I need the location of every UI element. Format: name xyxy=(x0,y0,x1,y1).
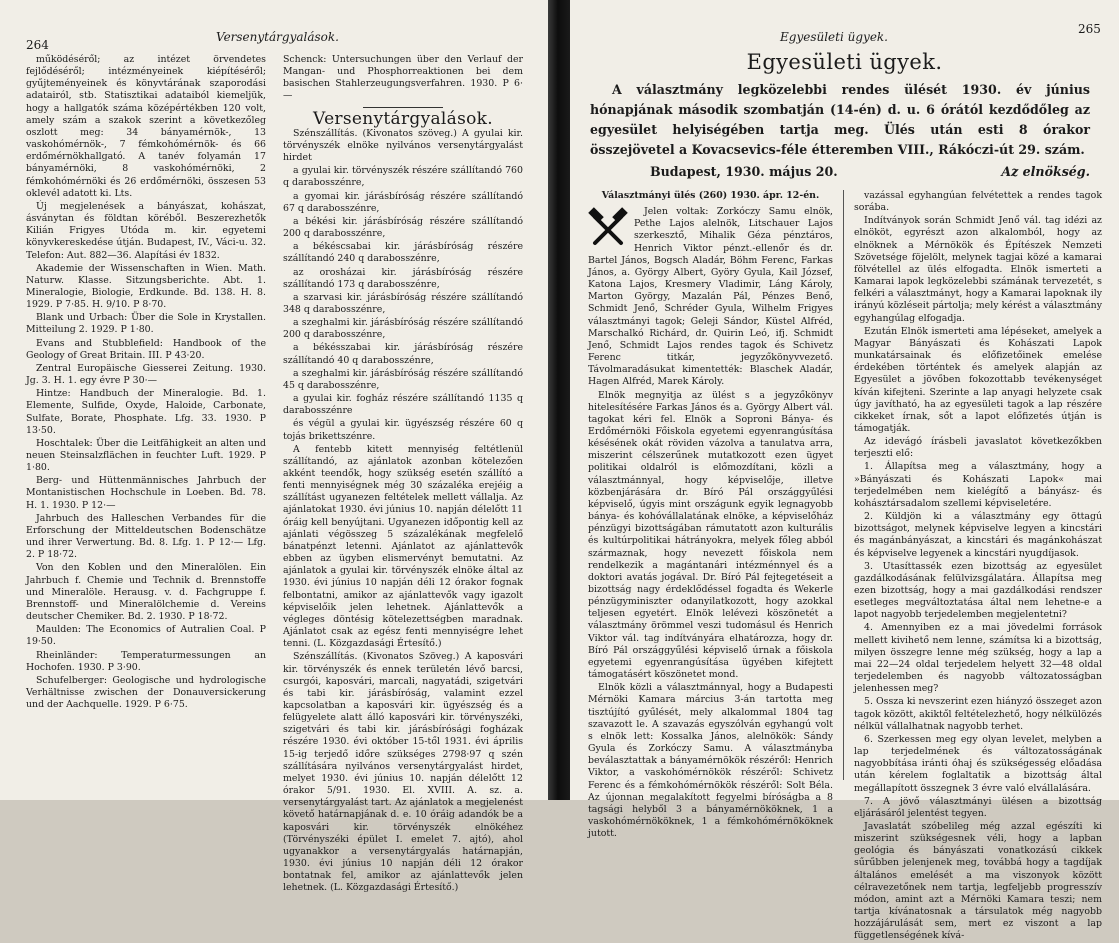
minutes-paragraph: Ezután Elnök ismerteti ama lépéseket, amelyek a Magyar Bányászati és Kohászati Lapok munkatársainak és előfizetőinek emelése érdekében történtek és amelyek alapján az Egyesület a jövőben fokozottabb tevékenységet kíván kifejteni. Szerinte a lap anyagi helyzete csak úgy javítható, ha az egyesületi tagok a lap részére cikkeket írnak, sőt a lapot előfizetés útján is támogatják. xyxy=(854,325,1102,434)
minutes-paragraph: Az idevágó írásbeli javaslatot következőkben terjeszti elő: xyxy=(854,436,1102,460)
minutes-paragraph: vazással egyhangúan felvétettek a rendes tagok sorába. xyxy=(854,190,1102,214)
minutes-paragraph: 7. A jövő választmányi ülésen a bizottság eljárásáról jelentést tegyen. xyxy=(854,795,1102,819)
running-head-left: Versenytárgyalások. xyxy=(216,30,339,44)
running-head-right: Egyesületi ügyek. xyxy=(780,30,888,44)
tender-paragraph: az orosházai kir. járásbíróság részére szállítandó 173 q darabosszénre, xyxy=(283,266,523,290)
minutes-paragraph: Javaslatát szóbelileg még azzal egészíti ki miszerint szükségesnek véli, hogy a lapban geológia és bányászati vonatkozású cikkek sűrűbben jelenjenek meg, továbbá hogy a tagdíjak általános emelését a ma viszonyok között célravezetőnek nem tartja, legfeljebb progresszív módon, amint azt a Mérnöki Kamara teszi; nem tartja kívánatosnak a társulatok még nagyobb hozzájárulását sem, mert ez viszont a lap függetlenségének kívá- xyxy=(854,820,1102,942)
minutes-paragraph: 6. Szerkessen meg egy olyan levelet, melyben a lap terjedelmének és változatosságának nagyobbítása iránti óhaj és szükségesség előadása után kérelem foglaltatik a bizottság által megállapított összegnek 3 évre való elvállalására. xyxy=(854,733,1102,794)
book-list-paragraph: Schufelberger: Geologische und hydrologische Verhältnisse zwischen der Donauversickerung und der Aachquelle. 1929. P 6·75. xyxy=(26,674,266,711)
book-list-paragraph: Rheinländer: Temperaturmessungen an Hochofen. 1930. P 3·90. xyxy=(26,649,266,673)
book-list-paragraph: Maulden: The Economics of Autralien Coal. P 19·50. xyxy=(26,624,266,648)
section-title-versenytargyalasok: Versenytárgyalások. xyxy=(313,108,493,129)
minutes-paragraph: Indítványok során Schmidt Jenő vál. tag idézi az elnököt, egyrészt azon alkalomból, hogy az elnöknek a Mérnökök és Építészek Nemzeti Szövetsége föjelölt, melynek tagjai közé a kamarai fölvétellel az ülés elfogadta. Elnök ismerteti a Kamarai lapok legközelebbi számának tervezetét, s felkéri a választmányt, hogy a Kamarai lapoknak ily irányú közléseit pártolja; mely kérést a választmány egyhangúlag elfogadja. xyxy=(854,215,1102,324)
right-column-2 xyxy=(854,190,1102,942)
tender-paragraph: a békési kir. járásbíróság részére szállítandó 200 q darabosszénre, xyxy=(283,215,523,240)
tender-paragraph: a gyulai kir. törvényszék részére szállítandó 760 q darabosszénre, xyxy=(283,165,523,189)
right-column-1 xyxy=(588,190,833,840)
book-list-paragraph: Von den Koblen und den Mineralölen. Ein Jahrbuch f. Chemie und Technik d. Brennstoffe und Mineralöle. Herausg. v. d. Fachgruppe f. Brennstoff- und Mineralölchemie d. Vereins deutscher Chemiker. Bd. 2. 1930. P 18·72. xyxy=(26,562,266,623)
page-number-left: 264 xyxy=(26,38,49,52)
minutes-text xyxy=(588,206,833,840)
tender-paragraph: a szeghalmi kir. járásbíróság részére szállítandó 45 q darabosszénre, xyxy=(283,367,523,391)
book-gutter xyxy=(548,0,570,800)
meeting-notice xyxy=(590,80,1090,182)
column-rule xyxy=(843,190,844,780)
minutes-paragraph: Elnök közli a választmánnyal, hogy a Budapesti Mérnöki Kamara március 3-án tartotta meg tisztújító gyűlését, mely alkalommal 1804 tag szavazott le. A szavazás egyszólván egyhangú volt s elnök lett: Kossalka János, alelnökök: Sándy Gyula és Zorkóczy Samu. A választmányba beválasztattak a bányamérnökök részéről: Henrich Viktor, a vaskohómérnökök részéről: Schivetz Ferenc és a fémkohómérnökök részéről: Solt Béla. Az újonnan megalakított fegyelmi bíróságba a 8 tagsági helyből 3 a bányamérnököknek, 1 a vaskohómérnököknek, 1 a fémkohómérnököknek jutott. xyxy=(588,682,833,840)
tender-paragraph: Szénszállítás. (Kivonatos szöveg.) A gyulai kir. törvényszék elnöke nyilvános versenytárgyalást hirdet xyxy=(283,127,523,164)
book-list-paragraph: Hintze: Handbuch der Mineralogie. Bd. 1. Elemente, Sulfide, Oxyde, Haloide, Carbonate, Sulfate, Borate, Phosphate. Lfg. 33. 1930. P 13·50. xyxy=(26,388,266,436)
tender-paragraph: és végül a gyulai kir. ügyészség részére 60 q tojás brikettszénre. xyxy=(283,418,523,442)
tender-paragraph: a gyomai kir. járásbíróság részére szállítandó 67 q darabosszénre, xyxy=(283,190,523,214)
notice-text: A választmány legközelebbi rendes ülését 1930. év június hónapjának második szombatján (14-én) d. u. 6 órától kezdődőleg az egyesület helyiségében tartja meg. Ülés után esti 8 órakor összejövetel a Kovacsevics-féle étteremben VIII., Rákóczi-út 29. szám. xyxy=(590,82,1090,157)
notice-signature-line xyxy=(590,162,1090,182)
divider xyxy=(363,107,443,108)
tender-paragraph: a szeghalmi kir. járásbíróság részére szállítandó 200 q darabosszénre, xyxy=(283,317,523,341)
right-page xyxy=(570,0,1119,942)
minutes-paragraph: 1. Állapítsa meg a választmány, hogy a »Bányászati és Kohászati Lapok« mai terjedelmében nem kielégítő a bányász- és kohásztársadalom szellemi képviseletére. xyxy=(854,461,1102,509)
tender-paragraph: a szarvasi kir. járásbíróság részére szállítandó 348 q darabosszénre, xyxy=(283,291,523,315)
book-list-paragraph: Berg- und Hüttenmännisches Jahrbuch der Montanistischen Hochschule in Loeben. Bd. 78. H. 1. 1930. P 12·— xyxy=(26,475,266,511)
minutes-paragraph: 2. Küldjön ki a választmány egy öttagú bizottságot, melynek képviselve legyen a kincstári és magánbányászat, a kincstári és magánkohászat és képviselve legyenek a kincstári nyugdíjasok. xyxy=(854,511,1102,559)
page-number-right: 265 xyxy=(1078,22,1101,36)
book-list-paragraph: Új megjelenések a bányászat, kohászat, ásványtan és földtan köréből. Beszerezhetők Kilián Frigyes Utóda m. kir. egyetemi könyvkereskedése útján. Budapest, IV., Váci-u. 32. Telefon: Aut. 882—36. Alapítási év 1832. xyxy=(26,200,266,261)
minutes-paragraph: Jelen voltak: Zorkóczy Samu elnök, Pethe Lajos alelnök, Litschauer Lajos szerkesztő, Mihalik Géza pénztáros, Henrich Viktor pénzt.-ellenőr és dr. Bartel János, Bogsch Aladár, Böhm Ferenc, Farkas János, a. György Albert, Györy Gyula, Kail József, Katona Lajos, Kresmery Vladimir, Láng Károly, Marton György, Mazalán Pál, Pénzes Benő, Schmidt Jenő, Schréder Gyula, Wilhelm Frigyes választmányi tagok; Geleji Sándor, Küstel Alfréd, Marschalkó Richárd, dr. Quirin Leó, ifj. Schmidt Jenő, Schmidt Lajos rendes tagok és Schivetz Ferenc titkár, jegyzőkönyvvezető. Távolmaradásukat kimentették: Blaschek Aladár, Hagen Alfréd, Marek Károly. xyxy=(588,206,833,388)
left-column-2 xyxy=(283,54,523,894)
book-list-paragraph: Blank und Urbach: Über die Sole in Krystallen. Mitteilung 2. 1929. P 1·80. xyxy=(26,312,266,336)
page-title: Egyesületi ügyek. xyxy=(746,50,943,74)
book-list-paragraph: működéséről; az intézet örvendetes fejlődéséről; intézményeinek kiépítéséről; gyűjteményeinek és könyvtárának szaporodási adatairól, stb. Statisztikai adataiból kiemeljük, hogy a hallgatók száma középértékben 120 volt, amely szám a szakok szerint a következőleg oszlott meg: 34 bányamérnök-, 13 vaskohómérnök-, 7 fémkohómérnök- és 66 erdőmérnökhallgató. A tanév folyamán 17 bányamérnöki, 8 vaskohómérnöki, 2 fémkohómérnöki és 26 erdőmérnöki, összesen 53 oklevél adatott ki. Lts. xyxy=(26,54,266,199)
hammer-and-pick-icon xyxy=(588,208,628,248)
tender-paragraph: Szénszállítás. (Kivonatos Szöveg.) A kaposvári kir. törvényszék és ennek területén lévő barcsi, csurgói, kaposvári, marcali, nagyatádi, szigetvári és tabi kir. járásbíróság, valamint ezzel kapcsolatban a kaposvári kir. ügyészség és a felügyelete alatt álló kaposvári kir. törvényszéki, szigetvári és tabi kir. járásbírósági fogházak részére 1930. évi október 15-től 1931. évi április 15-ig terjedő időre szükséges 2798·97 q szén szállítására nyilvános versenytárgyalást hirdet, melyet 1930. évi június 10. napján délelőtt 12 órakor 5/91. 1930. El. XVIII. A. sz. a. versenytárgyalást tart. Az ajánlatok a megjelenést követő határnapjának d. e. 10 óráig adandók be a kaposvári kir. törvényszék elnökéhez (Törvényszéki épület I. emelet 7. ajtó), ahol ugyanakkor a versenytárgyalás határnapján, 1930. évi június 10 napján déli 12 órakor bontatnak fel, amikor az ajánlattevők jelen lehetnek. (L. Közgazdasági Értesítő.) xyxy=(283,651,523,894)
tender-paragraph: A fentebb kitett mennyiség feltétlenül szállítandó, az ajánlatok azonban kötelezően akként teendők, hogy szükség esetén szállító a fenti mennyiségnek még 30 százaléka erejéig a szállítást ugyanezen feltételek mellett vállalja. Az ajánlatokat 1930. évi június 10. napján délelőtt 11 óráig kell benyújtani. Ugyanezen időpontig kell az ajánlati végösszeg 5 százalékának megfelelő bánatpénzt letenni. Ajánlatot az ajánlattevők ebben az ügyben elismervényt bemutatni. Az ajánlatok a gyulai kir. törvényszék elnöke által az 1930. évi június 10 napján déli 12 órakor fognak felbontatni, amikor az ajánlattevők vagy igazolt képviselőik jelen lehetnek. Ajánlattevők a végleges döntésig kötelezettségben maradnak. Ajánlatot csak az egész fenti mennyiségre lehet tenni. (L. Közgazdasági Értesítő.) xyxy=(283,443,523,650)
minutes-paragraph: Elnök megnyitja az ülést s a jegyzőkönyv hitelesítésére Farkas János és a. György Albert vál. tagokat kéri fel. Elnök a Soproni Bánya- és Erdőmérnöki Főiskola egyetemi egyenrangúsítása késésének okát röviden vázolva a tanulatva arra, miszerint célszerűnek mutatkozott ezen ügyet politikai oldalról is előmozdítani, közli a választmánnyal, hogy képviselője, illetve közbenjárására dr. Bíró Pál országgyűlési képviselő, úgyis mint országunk egyik legnagyobb bánya- és kohóvállalatának elnöke, a képviselőház pénzügyi bizottságában rámutatott azon kulturális és kultúrpolitikai hátrányokra, melyek főleg abból származnak, hogy nevezett főiskola nem rendelkezik a magántanári intézménnyel és a doktori avatás jogával. Dr. Bíró Pál fejtegetéseit a bizottság nagy érdeklődéssel fogadta és Wekerle pénzügyminiszter odanyilatkozott, hogy azokkal teljesen egyetért. Elnök lelévezi köszönetét a választmány örömmel veszi tudomásul és Henrich Viktor vál. tag indítványára elhatározza, hogy dr. Bíró Pál országgyűlési képviselő úrnak a főiskola egyetemi egyenrangúsítása ügyében kifejtett támogatásért köszönetet mond. xyxy=(588,389,833,681)
schenck-entry: Schenck: Untersuchungen über den Verlauf der Mangan- und Phosphorreaktionen bei dem basischen Stahlerzeugungsverfahren. 1930. P 6·— xyxy=(283,54,523,102)
book-list-paragraph: Zentral Europäische Giesserei Zeitung. 1930. Jg. 3. H. 1. egy évre P 30·— xyxy=(26,362,266,387)
tender-notices xyxy=(283,128,523,895)
book-list-paragraph: Jahrbuch des Halleschen Verbandes für die Erforschung der Mitteldeutschen Bodenschätze und ihrer Verwertung. Bd. 8. Lfg. 1. P 12·— Lfg. 2. P 18·72. xyxy=(26,512,266,561)
left-page xyxy=(0,0,548,894)
meeting-heading: Választmányi ülés (260) 1930. ápr. 12-én. xyxy=(601,190,820,201)
tender-paragraph: a békésszabai kir. járásbíróság részére szállítandó 40 q darabosszénre, xyxy=(283,342,523,366)
left-column-1 xyxy=(26,54,266,794)
place-date: Budapest, 1930. május 20. xyxy=(650,164,838,179)
book-list-paragraph: Evans and Stubblefield: Handbook of the Geology of Great Britain. III. P 43·20. xyxy=(26,337,266,361)
book-list-paragraph: Akademie der Wissenschaften in Wien. Math. Naturw. Klasse. Sitzungsberichte. Abt. 1. Mineralogie, Biologie, Erdkunde. Bd. 138. H. 8. 1929. P 7·85. H. 9/10. P 8·70. xyxy=(26,262,266,311)
tender-paragraph: a gyulai kir. fogház részére szállítandó 1135 q darabosszénre xyxy=(283,393,523,417)
signature: Az elnökség. xyxy=(1001,164,1090,179)
tender-paragraph: a békéscsabai kir. járásbíróság részére szállítandó 240 q darabosszénre, xyxy=(283,241,523,265)
minutes-paragraph: 4. Amennyiben ez a mai jövedelmi források mellett kivihető nem lenne, számítsa ki a bizottság, milyen összegre lenne még szükség, hogy a lap a mai 22—24 oldal terjedelem helyett 32—48 oldal terjedelemben és nagyobb változatosságban jelenhessen meg? xyxy=(854,622,1102,695)
minutes-paragraph: 5. Ossza ki nevszerint ezen hiányzó összeget azon tagok között, akiktől feltételezhető, hogy nélkülözés nélkül vállalhatnak nagyobb terhet. xyxy=(854,696,1102,732)
minutes-paragraph: 3. Utasíttassék ezen bizottság az egyesület gazdálkodásának felülvizsgálatára. Állapítsa meg ezen bizottság, hogy a mai gazdálkodási rendszer esetleges megváltoztatása által nem lehetne-e a lapot nagyobb terjedelemben megjelentetni? xyxy=(854,560,1102,621)
book-list-paragraph: Hoschtalek: Über die Leitfähigkeit an alten und neuen Steinsalzflächen in feuchter Luft. 1929. P 1·80. xyxy=(26,437,266,474)
